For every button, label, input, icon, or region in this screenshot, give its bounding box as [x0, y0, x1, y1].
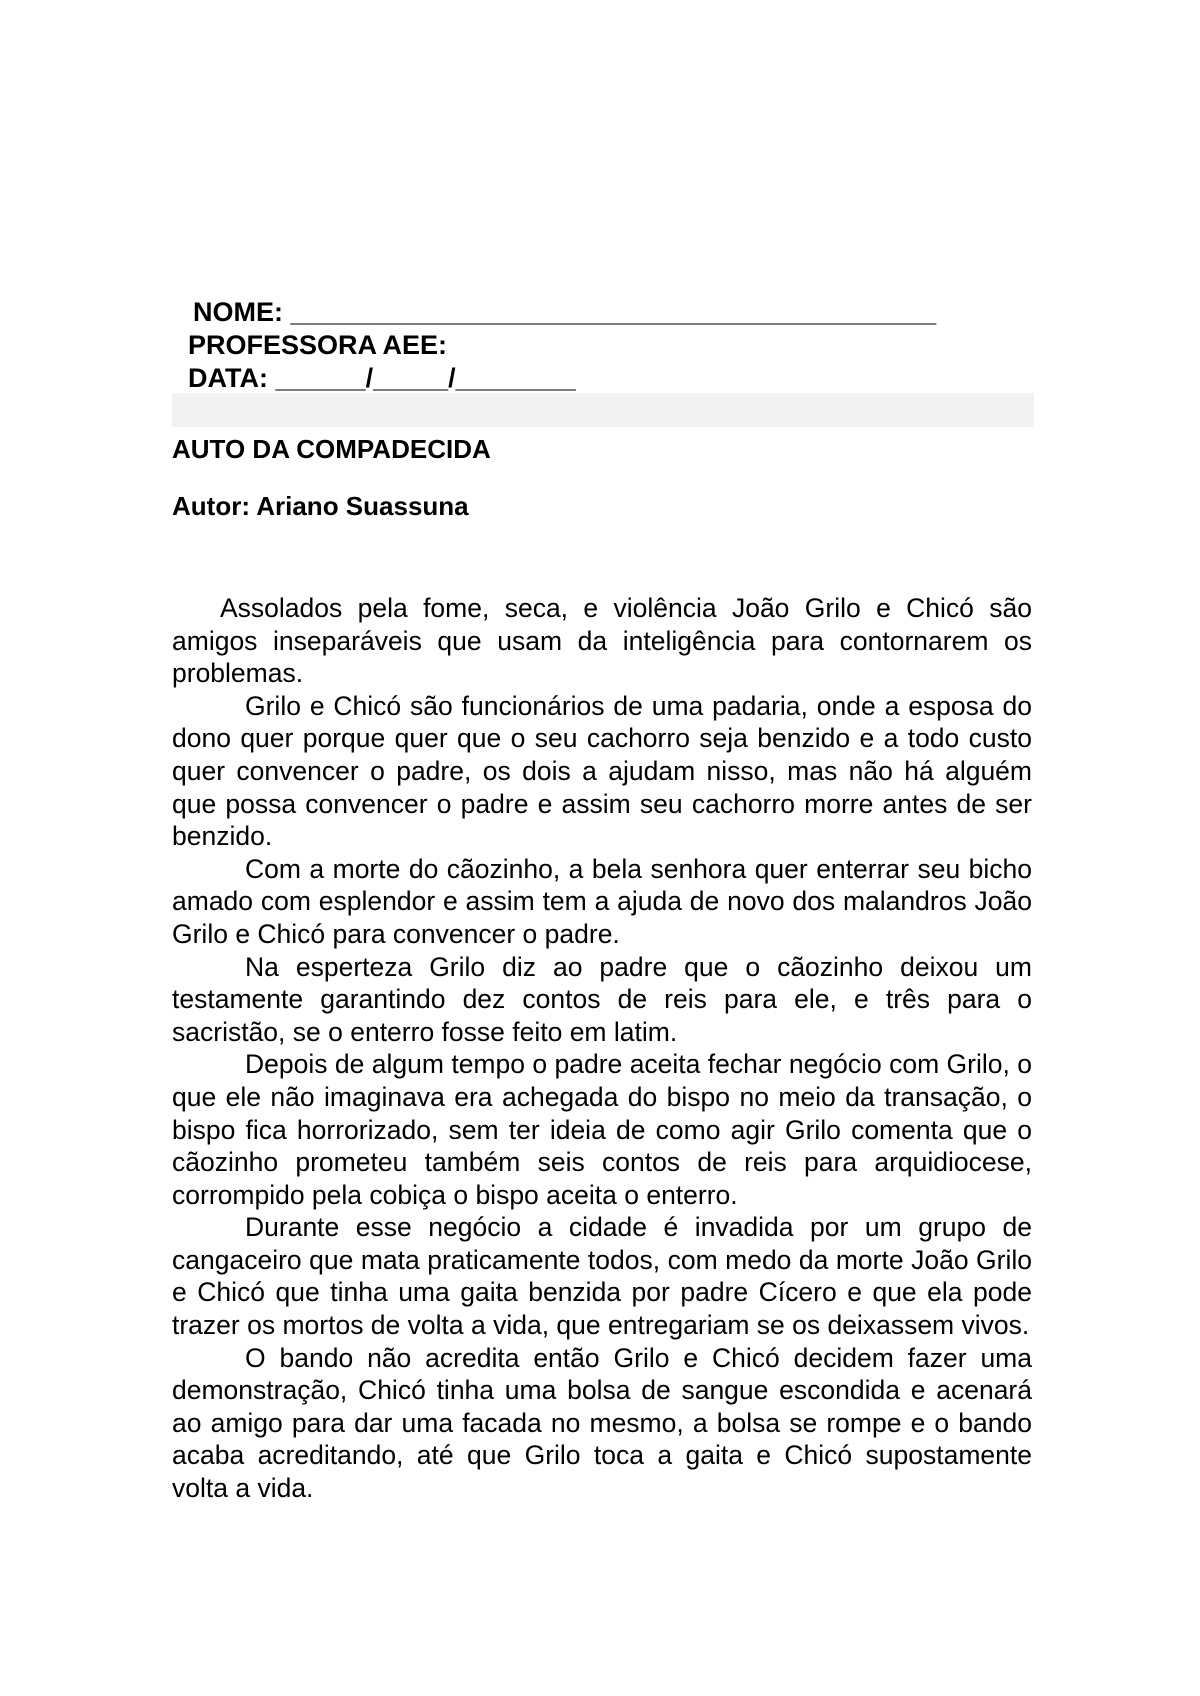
paragraph: Assolados pela fome, seca, e violência João Grilo e Chicó são amigos inseparáveis que usam da inteligência para contornarem os problemas. [172, 593, 1032, 689]
document-author: Autor: Ariano Suassuna [172, 491, 469, 521]
shaded-separator-bar [172, 393, 1034, 427]
document-title: AUTO DA COMPADECIDA [172, 434, 491, 464]
paragraph: Depois de algum tempo o padre aceita fechar negócio com Grilo, o que ele não imaginava era achegada do bispo no meio da transação, o bispo fica horrorizado, sem ter ideia de como agir Grilo comenta que o cãozinho prometeu também seis contos de reis para arquidiocese, corrompido pela cobiça o bispo aceita o enterro. [172, 1049, 1032, 1210]
teacher-field-line: PROFESSORA AEE: [188, 330, 448, 360]
paragraph: Com a morte do cãozinho, a bela senhora quer enterrar seu bicho amado com esplendor e assim tem a ajuda de novo dos malandros João Grilo e Chicó para convencer o padre. [172, 853, 1032, 949]
paragraph: Grilo e Chicó são funcionários de uma padaria, onde a esposa do dono quer porque quer que o seu cachorro seja benzido e a todo custo quer convencer o padre, os dois a ajudam nisso, mas não há alguém que possa convencer o padre e assim seu cachorro morre antes de ser benzido. [172, 690, 1032, 852]
name-field-line: NOME: ___________________________________________ [193, 297, 937, 327]
paragraph: O bando não acredita então Grilo e Chicó decidem fazer uma demonstração, Chicó tinha uma bolsa de sangue escondida e acenará ao amigo para dar uma facada no mesmo, a bolsa se rompe e o bando acaba acreditando, até que Grilo toca a gaita e Chicó supostamente volta a vida. [172, 1342, 1032, 1504]
paragraph: Durante esse negócio a cidade é invadida por um grupo de cangaceiro que mata praticamente todos, com medo da morte João Grilo e Chicó que tinha uma gaita benzida por padre Cícero e que ela pode trazer os mortos de volta a vida, que entregariam se os deixassem vivos. [172, 1212, 1032, 1341]
date-field-line: DATA: ______/_____/________ [188, 363, 576, 393]
paragraph: Na esperteza Grilo diz ao padre que o cãozinho deixou um testamente garantindo dez contos de reis para ele, e três para o sacristão, se o enterro fosse feito em latim. [172, 951, 1032, 1047]
story-body [172, 592, 1032, 1505]
